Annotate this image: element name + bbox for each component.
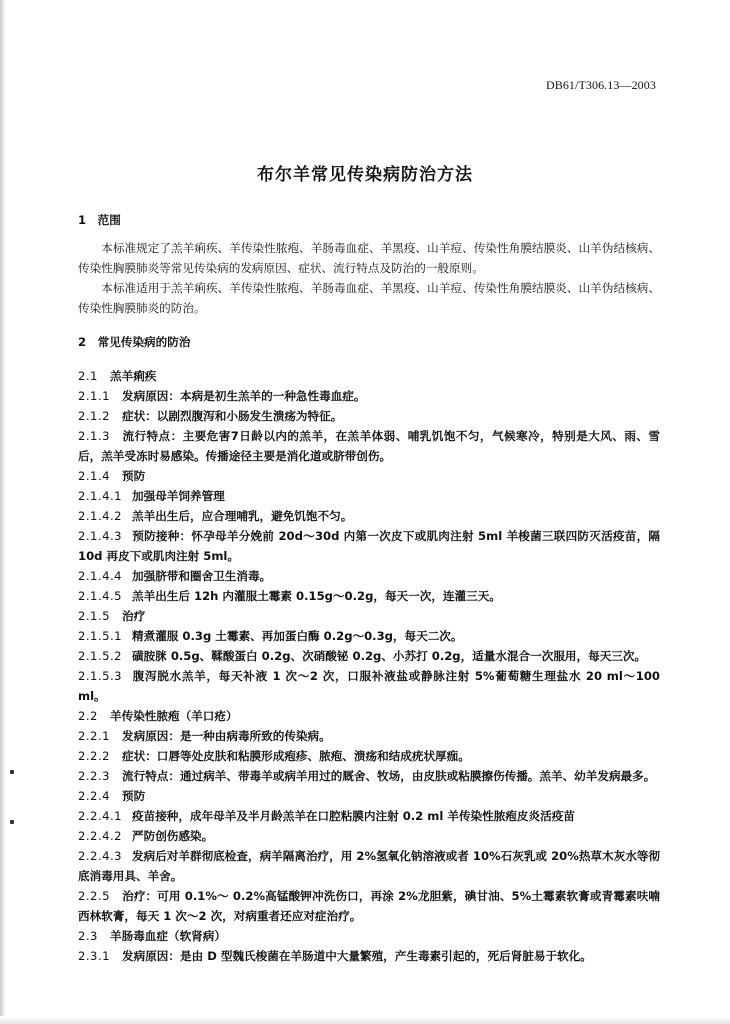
clause-number: 2.2.5 (78, 889, 110, 903)
clause-text: 精煮灌服 0.3g 土霉素、再加蛋白酶 0.2g～0.3g，每天二次。 (132, 629, 463, 643)
clause-line (78, 526, 660, 566)
clause-number: 2.2 (78, 709, 98, 723)
clause-number: 2.1.4.3 (78, 529, 123, 543)
clause-line (78, 586, 660, 606)
clause-line (78, 666, 660, 706)
scope-paragraph-1: 本标准规定了羔羊痢疾、羊传染性脓疱、羊肠毒血症、羊黑疫、山羊痘、传染性角膜结膜炎、山羊伪结核病、传染性胸膜肺炎等常见传染病的发病原因、症状、流行特点及防治的一般原则。 (78, 241, 660, 275)
clause-number: 2.2.4.3 (78, 849, 123, 863)
clause-line (78, 646, 660, 666)
clause-text: 发病原因：是一种由病毒所致的传染病。 (122, 729, 331, 743)
clause-text: 羊肠毒血症（软肾病） (110, 929, 226, 943)
clause-number: 2.1.4.5 (78, 589, 123, 603)
clause-line (78, 466, 660, 486)
clause-line (78, 386, 660, 406)
clause-number: 2.1.4.2 (78, 509, 123, 523)
clause-text: 症状：口唇等处皮肤和粘膜形成疱疹、脓疱、溃疡和结成疣状厚痂。 (122, 749, 470, 763)
clause-number: 2.2.1 (78, 729, 110, 743)
clause-list (78, 366, 660, 966)
clause-number: 2.1 (78, 369, 98, 383)
document-title: 布尔羊常见传染病防治方法 (257, 165, 473, 185)
clause-line (78, 766, 660, 786)
clause-line (78, 406, 660, 426)
clause-number: 2.1.2 (78, 409, 110, 423)
clause-line (78, 606, 660, 626)
clause-number: 2.1.5.3 (78, 669, 123, 683)
clause-number: 2.1.3 (78, 429, 110, 443)
clause-text: 加强母羊饲养管理 (132, 489, 225, 503)
clause-text: 流行特点：主要危害7日龄以内的羔羊，在羔羊体弱、哺乳饥饱不匀，气候寒冷，特别是大风、雨、雪后，羔羊受冻时易感染。传播途径主要是消化道或脐带创伤。 (78, 429, 660, 463)
clause-line (78, 946, 660, 966)
clause-line (78, 886, 660, 926)
scope-paragraph-2: 本标准适用于羔羊痢疾、羊传染性脓疱、羊肠毒血症、羊黑疫、山羊痘、传染性角膜结膜炎、山羊伪结核病、传染性胸膜肺炎的防治。 (78, 281, 660, 315)
clause-text: 流行特点：通过病羊、带毒羊或病羊用过的厩舍、牧场，由皮肤或粘膜擦伤传播。羔羊、幼羊发病最多。 (122, 769, 656, 783)
clause-text: 治疗：可用 0.1%～ 0.2%高锰酸钾冲洗伤口，再涂 2%龙胆紫，碘甘油、5%土霉素软膏或青霉素呋喃西林软膏，每天 1 次～2 次，对病重者还应对症治疗。 (78, 889, 660, 923)
clause-number: 2.1.5.1 (78, 629, 123, 643)
clause-number: 2.1.4 (78, 469, 110, 483)
clause-line (78, 726, 660, 746)
clause-number: 2.2.2 (78, 749, 110, 763)
clause-text: 羊传染性脓疱（羊口疮） (110, 709, 238, 723)
standard-code: DB61/T306.13—2003 (545, 78, 656, 92)
clause-line (78, 806, 660, 826)
clause-text: 发病原因：本病是初生羔羊的一种急性毒血症。 (122, 389, 366, 403)
clause-number: 2.1.5.2 (78, 649, 123, 663)
clause-line (78, 506, 660, 526)
clause-text: 羔羊出生后 12h 内灌服土霉素 0.15g～0.2g，每天一次，连灌三天。 (132, 589, 501, 603)
clause-line (78, 706, 660, 726)
clause-line (78, 566, 660, 586)
clause-number: 2.2.4.2 (78, 829, 123, 843)
section-heading-diseases: 2 常见传染病的防治 (78, 335, 191, 349)
clause-number: 2.1.5 (78, 609, 110, 623)
clause-number: 2.1.4.4 (78, 569, 123, 583)
clause-line (78, 366, 660, 386)
clause-line (78, 926, 660, 946)
clause-text: 腹泻脱水羔羊，每天补液 1 次～2 次，口服补液盐或静脉注射 5%葡萄糖生理盐水 20 ml～100 ml。 (78, 669, 660, 703)
scan-speck-mark (10, 770, 14, 774)
clause-number: 2.1.4.1 (78, 489, 123, 503)
clause-text: 疫苗接种，成年母羊及半月龄羔羊在口腔粘膜内注射 0.2 ml 羊传染性脓疱皮炎活疫苗 (132, 809, 575, 823)
clause-text: 加强脐带和圈舍卫生消毒。 (132, 569, 272, 583)
clause-text: 预防 (122, 789, 146, 803)
clause-text: 磺胺脒 0.5g、鞣酸蛋白 0.2g、次硝酸铋 0.2g、小苏打 0.2g，适量水混合一次服用，每天三次。 (132, 649, 647, 663)
clause-line (78, 746, 660, 766)
clause-line (78, 826, 660, 846)
clause-text: 预防 (122, 469, 146, 483)
clause-line (78, 846, 660, 886)
document-body (78, 210, 660, 966)
clause-number: 2.1.1 (78, 389, 110, 403)
clause-text: 严防创伤感染。 (132, 829, 214, 843)
section-heading-scope: 1 范围 (78, 213, 121, 227)
clause-text: 预防接种：怀孕母羊分娩前 20d～30d 内第一次皮下或肌肉注射 5ml 羊梭菌三联四防灭活疫苗，隔 10d 再皮下或肌肉注射 5ml。 (78, 529, 660, 563)
clause-line (78, 486, 660, 506)
scan-edge-shadow (0, 0, 6, 1024)
clause-text: 羔羊痢疾 (110, 369, 157, 383)
clause-text: 发病后对羊群彻底检查，病羊隔离治疗，用 2%氢氧化钠溶液或者 10%石灰乳或 20%热草木灰水等彻底消毒用具、羊舍。 (78, 849, 660, 883)
clause-number: 2.2.4 (78, 789, 110, 803)
scan-speck-mark (10, 820, 14, 824)
clause-text: 羔羊出生后，应合理哺乳，避免饥饱不匀。 (132, 509, 353, 523)
clause-number: 2.3 (78, 929, 98, 943)
clause-text: 发病原因：是由 D 型魏氏梭菌在羊肠道中大量繁殖，产生毒素引起的，死后肾脏易于软化。 (122, 949, 592, 963)
clause-line (78, 786, 660, 806)
clause-number: 2.3.1 (78, 949, 110, 963)
clause-number: 2.2.4.1 (78, 809, 123, 823)
clause-text: 治疗 (122, 609, 146, 623)
clause-line (78, 426, 660, 466)
scan-bottom-edge (0, 1016, 730, 1024)
clause-text: 症状：以剧烈腹泻和小肠发生溃疡为特征。 (122, 409, 343, 423)
clause-number: 2.2.3 (78, 769, 110, 783)
clause-line (78, 626, 660, 646)
